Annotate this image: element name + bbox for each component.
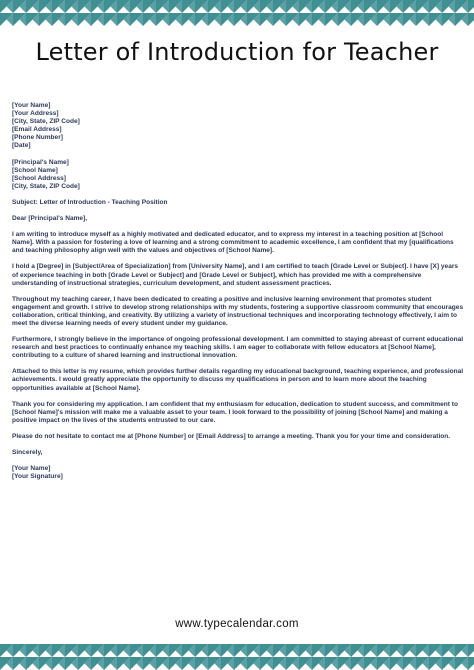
subject-line: Subject: Letter of Introduction - Teaching Position <box>12 198 168 206</box>
page-title: Letter of Introduction for Teacher <box>35 38 439 66</box>
border-triangle <box>468 13 474 26</box>
border-triangle <box>468 644 474 657</box>
signature-line: [Your Name] <box>12 465 51 473</box>
body-paragraph: Furthermore, I strongly believe in the importance of ongoing professional development. I am committed to staying abreast of current educational research and best practices to continually enhance my teaching skills. I am eager to collaborate with fellow educators at [School Name], contributing to a culture of shared learning and instructional innovation. <box>12 336 464 360</box>
sender-line: [City, State, ZIP Code] <box>12 118 80 126</box>
body-paragraph: Please do not hesitate to contact me at [Phone Number] or [Email Address] to arrange a meeting. Thank you for your time and consideration. <box>12 432 451 440</box>
sender-line: [Email Address] <box>12 126 62 134</box>
footer-website: www.typecalendar.com <box>175 618 299 630</box>
body-paragraph: Thank you for considering my application. I am confident that my enthusiasm for education, dedication to student success, and commitment to [School Name]'s mission will make me a valuable asset to your team. I look forward to the possibility of joining [School Name] and making a positive impact on the lives of the students entrusted to our care. <box>12 400 458 424</box>
letter-body <box>12 102 464 489</box>
sender-block <box>12 102 464 151</box>
closing: Sincerely, <box>12 449 43 456</box>
signature-block <box>12 465 464 481</box>
sender-line: [Your Address] <box>12 110 59 118</box>
bottom-decorative-border <box>0 644 474 670</box>
sender-line: [Your Name] <box>12 102 51 109</box>
recipient-block <box>12 159 464 191</box>
body-paragraph: Attached to this letter is my resume, which provides further details regarding my educational background, teaching experience, and professional achievements. I would greatly appreciate the opportunity to discuss my qualifications in person and to learn more about the teaching opportunities available at [School Name]. <box>12 368 464 392</box>
border-triangle <box>468 657 474 670</box>
body-paragraph: I am writing to introduce myself as a highly motivated and dedicated educator, and to express my interest in a teaching position at [School Name]. With a passion for fostering a love of learning and a strong commitment to academic excellence, I am confident that my [qualifications and teaching philosophy align well with the values and objectives of [School Name]. <box>12 231 454 255</box>
body-paragraph: I hold a [Degree] in [Subject/Area of Specialization] from [University Name], and I am certified to teach [Grade Level or Subject]. I have [X] years of experience teaching in both [Grade Level or Subject] and [Grade Level or Subject], which has provided me with a comprehensive understanding of instructional strategies, curriculum development, and student assessment practices. <box>12 263 459 287</box>
recipient-line: [School Address] <box>12 174 66 182</box>
recipient-line: [City, State, ZIP Code] <box>12 182 80 190</box>
salutation: Dear [Principal's Name], <box>12 215 88 223</box>
body-paragraph: Throughout my teaching career, I have been dedicated to creating a positive and inclusive learning environment that promotes student engagement and growth. I strive to develop strong relationships with my students, fostering a supportive classroom community that encourages collaboration, critical thinking, and creativity. By utilizing a variety of instructional techniques and incorporating technology effectively, I aim to meet the diverse learning needs of every student under my guidance. <box>12 295 464 327</box>
sender-line: [Phone Number] <box>12 134 63 142</box>
signature-line: [Your Signature] <box>12 473 63 481</box>
top-decorative-border <box>0 0 474 26</box>
sender-line: [Date] <box>12 142 31 150</box>
recipient-line: [Principal's Name] <box>12 158 69 166</box>
recipient-line: [School Name] <box>12 166 58 174</box>
border-triangle <box>468 0 474 13</box>
